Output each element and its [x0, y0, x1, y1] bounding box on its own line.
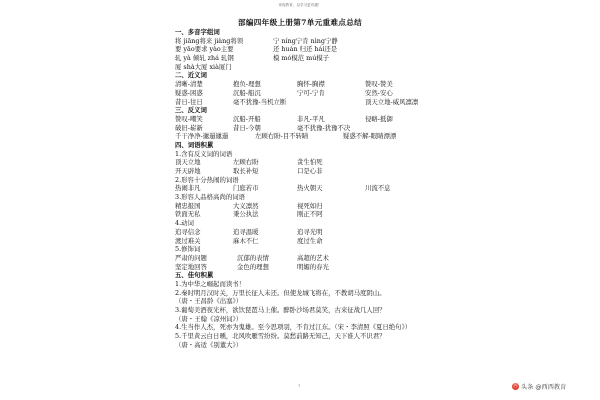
synonym-pair: 顶天立地-威风凛凛 — [365, 97, 419, 106]
list-item — [175, 132, 475, 141]
polyphone-entry: 宁 níng宁肯 nìng宁静 — [273, 36, 338, 45]
list-item — [175, 54, 475, 63]
list-item — [175, 184, 475, 193]
phrase: 麻木不仁 — [233, 236, 259, 245]
synonym-pair: 赞叹-赞美 — [365, 80, 393, 89]
antonym-pair: 千干净净-邋遢邋遢 — [175, 132, 229, 141]
list-item — [175, 228, 475, 237]
quote-line: 1.为中华之崛起而读书！ — [175, 279, 246, 288]
synonym-pair: 沉船-船沉 — [233, 88, 261, 97]
synonym-pair: 安然-安心 — [365, 88, 393, 97]
phrase: 明媚的春光 — [297, 262, 329, 271]
phrase: 顶天立地 — [175, 158, 201, 167]
synonym-pair: 胸怀-胸襟 — [297, 80, 325, 89]
section-heading: 三、反义词 — [175, 106, 207, 115]
page-number: 7 — [298, 384, 301, 388]
phrase: 追寻光明 — [297, 227, 323, 236]
antonym-pair: 非凡-平凡 — [297, 114, 325, 123]
phrase: 刚正不阿 — [297, 210, 323, 219]
antonym-pair: 昔日-今朝 — [233, 123, 261, 132]
phrase: 热火朝天 — [297, 184, 323, 193]
document-content — [175, 28, 475, 349]
phrase: 热闹非凡 — [175, 184, 201, 193]
phrase: 左顾右盼 — [233, 158, 259, 167]
group-label: 5.修饰词 — [175, 245, 201, 254]
group-label: 1.含有反义词的词语 — [175, 149, 233, 158]
section-heading: 四、词语积累 — [175, 140, 214, 149]
list-item — [175, 63, 475, 72]
synonym-pair: 毫不犹豫-当机立断 — [233, 97, 287, 106]
phrase: 高超的艺术 — [297, 253, 329, 262]
polyphone-entry: 厦 shà大厦 xià厦门 — [175, 62, 232, 71]
list-item — [175, 237, 475, 246]
antonym-pair: 破旧-崭新 — [175, 123, 203, 132]
section-heading: 二、近义词 — [175, 71, 207, 80]
phrase: 追寻信念 — [175, 227, 201, 236]
polyphone-entry: 轧 yà 倾轧 zhá 轧钢 — [175, 54, 234, 63]
list-item — [175, 115, 475, 124]
polyphone-entry: 将 jiāng将来 jiàng将领 — [175, 36, 244, 45]
list-item — [175, 263, 475, 272]
section-heading: 五、佳句积累 — [175, 271, 214, 280]
phrase: 渡过难关 — [175, 236, 201, 245]
list-item — [175, 124, 475, 133]
phrase: 精忠报国 — [175, 201, 201, 210]
list-item — [175, 167, 475, 176]
phrase: 铁面无私 — [175, 210, 201, 219]
antonym-pair: 赞叹-嘲笑 — [175, 114, 203, 123]
phrase: 严肃的问题 — [175, 253, 207, 262]
list-item — [175, 89, 475, 98]
antonym-pair: 疑惑不解-眼睛漂漂 — [343, 132, 397, 141]
watermark-text: 头条 @西西教育 — [521, 384, 567, 391]
quote-source: （唐・王翰《凉州词》） — [175, 314, 243, 323]
group-label: 4.动词 — [175, 219, 194, 228]
list-item — [175, 202, 475, 211]
antonym-pair: 沉船-开船 — [233, 114, 261, 123]
quote-source: （唐・王昌龄《出塞》） — [175, 297, 243, 306]
quote-line: 4.生当作人杰，死亦为鬼雄。至今思项羽，不肯过江东。（宋・李清照《夏日绝句》） — [175, 323, 412, 332]
list-item — [175, 45, 475, 54]
quote-line: 3.葡萄美酒夜光杯，欲饮琵琶马上催。醉卧沙场君莫笑，古来征战几人回？ — [175, 306, 386, 314]
watermark-logo-icon: 西 — [513, 384, 518, 389]
phrase: 坚定地回答 — [175, 262, 207, 271]
phrase: 川流不息 — [365, 184, 391, 193]
group-label: 3.形容人品格高尚的词语 — [175, 193, 246, 202]
phrase: 视死如归 — [297, 201, 323, 210]
antonym-pair: 侵略-抵御 — [365, 114, 393, 123]
phrase: 贪生怕死 — [297, 158, 323, 167]
phrase: 大义凛然 — [233, 201, 259, 210]
list-item — [175, 158, 475, 167]
phrase: 沉郁的表情 — [237, 253, 269, 262]
phrase: 取长补短 — [233, 167, 259, 175]
watermark — [512, 382, 566, 391]
synonym-pair: 宁可-宁肯 — [297, 88, 325, 97]
antonym-pair: 毫不犹豫-犹豫不决 — [297, 123, 351, 132]
phrase: 金色的理想 — [237, 262, 269, 271]
polyphone-entry: 模 mó模范 mú模子 — [273, 54, 330, 63]
synonym-pair: 抱负-理想 — [233, 80, 261, 89]
quote-line: 5.千里黄云白日曛，北风吹雁雪纷纷。莫愁前路无知己，天下谁人不识君？ — [175, 332, 386, 341]
page-title: 部编四年级上册第7单元重难点总结 — [238, 18, 362, 27]
section-heading: 一、多音字组词 — [175, 28, 220, 36]
polyphone-entry: 还 huán 归还 hái还是 — [273, 45, 338, 54]
polyphone-entry: 要 yāo要求 yào主要 — [175, 45, 234, 54]
list-item — [175, 210, 475, 219]
phrase: 口是心非 — [297, 167, 323, 175]
quote-source: （唐・高适《别董大》） — [175, 340, 243, 349]
synonym-pair: 疑惑-困惑 — [175, 88, 203, 97]
group-label: 2.形容十分热闹的词语 — [175, 175, 239, 184]
phrase: 度过生命 — [297, 236, 323, 245]
phrase: 追寻温暖 — [233, 227, 259, 236]
list-item — [175, 98, 475, 107]
phrase: 开天辟地 — [175, 167, 201, 175]
antonym-pair: 左顾右盼-目不转睛 — [255, 132, 309, 141]
list-item — [175, 254, 475, 263]
phrase: 门庭若市 — [233, 184, 259, 193]
phrase: 秉公执法 — [233, 210, 259, 219]
header-note: 家庭教育，以学习更有趣！ — [278, 3, 322, 7]
quote-line: 2.秦时明月汉时关，万里长征人未还。但使龙城飞将在，不教胡马度阴山。 — [175, 288, 386, 297]
synonym-pair: 清晰-清楚 — [175, 80, 203, 89]
list-item — [175, 80, 475, 89]
synonym-pair: 昔日-往日 — [175, 97, 203, 106]
